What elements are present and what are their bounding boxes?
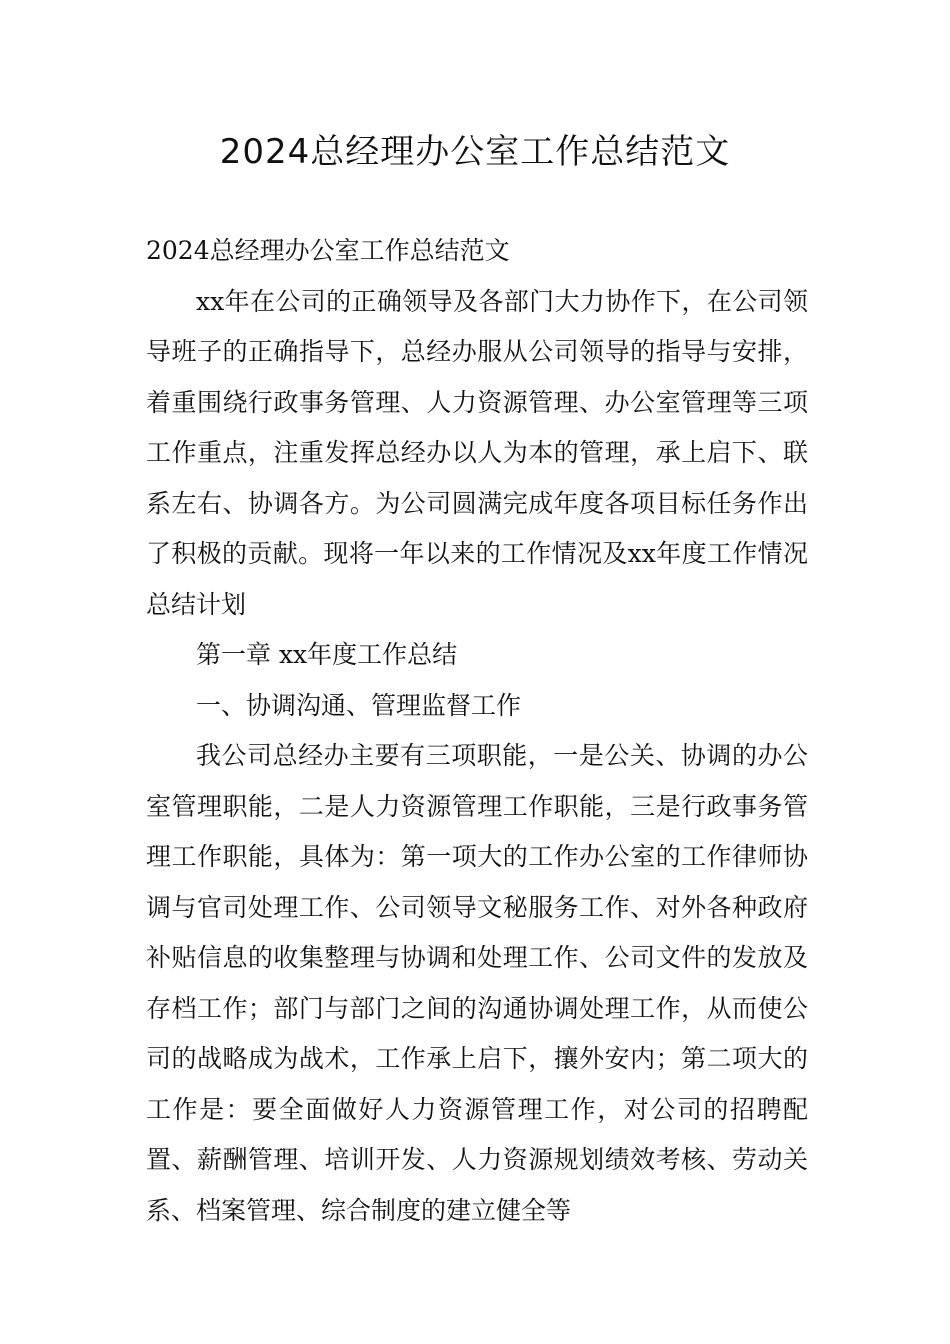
chapter-heading: 第一章 xx年度工作总结	[196, 640, 458, 669]
paragraph-intro: xx年在公司的正确领导及各部门大力协作下，在公司领导班子的正确指导下，总经办服从公司领导的指导与安排，着重围绕行政事务管理、人力资源管理、办公室管理等三项工作重点，注重发挥总经办以人为本的管理，承上启下、联系左右、协调各方。为公司圆满完成年度各项目标任务作出了积极的贡献。现将一年以来的工作情况及xx年度工作情况总结计划	[146, 286, 808, 619]
section-heading: 一、协调沟通、管理监督工作	[196, 690, 522, 720]
paragraph-functions: 我公司总经办主要有三项职能，一是公关、协调的办公室管理职能，二是人力资源管理工作职能，三是行政事务管理工作职能，具体为：第一项大的工作办公室的工作律师协调与官司处理工作、公司领导文秘服务工作、对外各种政府补贴信息的收集整理与协调和处理工作、公司文件的发放及存档工作；部门与部门之间的沟通协调处理工作，从而使公司的战略成为战术，工作承上启下，攘外安内；第二项大的工作是：要全面做好人力资源管理工作，对公司的招聘配置、薪酬管理、培训开发、人力资源规划绩效考核、劳动关系、档案管理、综合制度的建立健全等	[146, 741, 808, 1225]
paragraph-subtitle: 2024总经理办公室工作总结范文	[146, 236, 510, 265]
document-title: 2024总经理办公室工作总结范文	[219, 132, 731, 172]
document-body	[146, 226, 808, 1236]
